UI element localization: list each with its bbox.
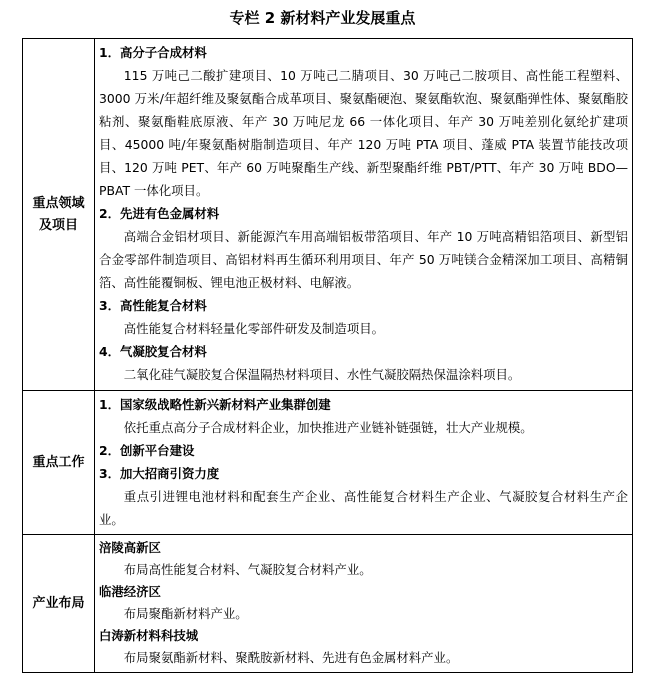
- work-item-3-heading: [99, 462, 628, 485]
- row-body-focus: [95, 39, 633, 391]
- work-item-1-heading: [99, 393, 628, 416]
- sidebar-table: [22, 38, 633, 673]
- page-title: 专栏 2 新材料产业发展重点: [229, 9, 416, 27]
- work-item-1-text: 依托重点高分子合成材料企业，加快推进产业链补链强链，壮大产业规模。: [123, 420, 533, 435]
- zone-2-name: 临港经济区: [99, 584, 161, 599]
- work-item-2-num: 2．: [99, 443, 121, 458]
- table-row-layout: [23, 535, 633, 673]
- focus-section-1-title: 高分子合成材料: [120, 45, 207, 60]
- row-header-focus-line1: 重点领域: [32, 195, 85, 211]
- work-item-1-title: 国家级战略性新兴新材料产业集群创建: [120, 397, 331, 412]
- focus-section-4-num: 4．: [99, 344, 121, 359]
- work-item-3-num: 3．: [99, 466, 121, 481]
- zone-1-name: 涪陵高新区: [99, 540, 161, 555]
- focus-section-2-text: 高端合金铝材项目、新能源汽车用高端铝板带箔项目、年产 10 万吨高精铝箔项目、新型铝合金零部件制造项目、高铝材料再生循环利用项目、年产 50 万吨镁合金精深加工项目、高精铜箔、高性能覆铜板、锂电池正极材料、电解液。: [99, 229, 628, 290]
- row-header-work: 重点工作: [23, 391, 95, 535]
- work-item-1-num: 1．: [99, 397, 121, 412]
- work-item-3-text: 重点引进锂电池材料和配套生产企业、高性能复合材料生产企业、气凝胶复合材料生产企业。: [99, 489, 628, 527]
- focus-section-4-title: 气凝胶复合材料: [120, 344, 207, 359]
- focus-section-1-text: 115 万吨己二酸扩建项目、10 万吨己二腈项目、30 万吨己二胺项目、高性能工程塑料、3000 万米/年超纤维及聚氨酯合成革项目、聚氨酯硬泡、聚氨酯软泡、聚氨酯弹性体、聚氨酯胶粘剂、聚氨酯鞋底原液、年产 30 万吨尼龙 66 一体化项目、年产 30 万吨差别化氨纶扩建项目、45000 吨/年聚氨酯树脂制造项目、年产 120 万吨 PTA 项目、蓬威 PTA 装置节能技改项目、120 万吨 PET、年产 60 万吨聚酯生产线、新型聚酯纤维 PBT/PTT、年产 30 万吨 BDO—PBAT 一体化项目。: [99, 68, 628, 198]
- row-body-layout: [95, 535, 633, 673]
- focus-section-2-heading: [99, 202, 628, 225]
- focus-section-3-num: 3．: [99, 298, 121, 313]
- table-row-focus: [23, 39, 633, 391]
- work-item-3-title: 加大招商引资力度: [120, 466, 220, 481]
- zone-2-desc: 布局聚酯新材料产业。: [123, 606, 248, 621]
- work-item-2-title: 创新平台建设: [120, 443, 195, 458]
- focus-section-3-text: 高性能复合材料轻量化零部件研发及制造项目。: [123, 321, 384, 336]
- work-item-2-heading: [99, 439, 628, 462]
- focus-section-3-title: 高性能复合材料: [120, 298, 207, 313]
- focus-section-2-num: 2．: [99, 206, 121, 221]
- row-header-focus: [23, 39, 95, 391]
- focus-section-2-title: 先进有色金属材料: [120, 206, 220, 221]
- row-header-layout: 产业布局: [23, 535, 95, 673]
- row-header-focus-line2: 及项目: [38, 217, 78, 233]
- zone-3-name: 白涛新材料科技城: [99, 628, 199, 643]
- focus-section-4-heading: [99, 340, 628, 363]
- focus-section-3-heading: [99, 294, 628, 317]
- focus-section-1-heading: [99, 41, 628, 64]
- zone-3-desc: 布局聚氨酯新材料、聚酰胺新材料、先进有色金属材料产业。: [123, 650, 459, 665]
- row-body-work: [95, 391, 633, 535]
- zone-1-desc: 布局高性能复合材料、气凝胶复合材料产业。: [123, 562, 372, 577]
- focus-section-4-text: 二氧化硅气凝胶复合保温隔热材料项目、水性气凝胶隔热保温涂料项目。: [123, 367, 521, 382]
- table-row-work: [23, 391, 633, 535]
- focus-section-1-num: 1．: [99, 45, 121, 60]
